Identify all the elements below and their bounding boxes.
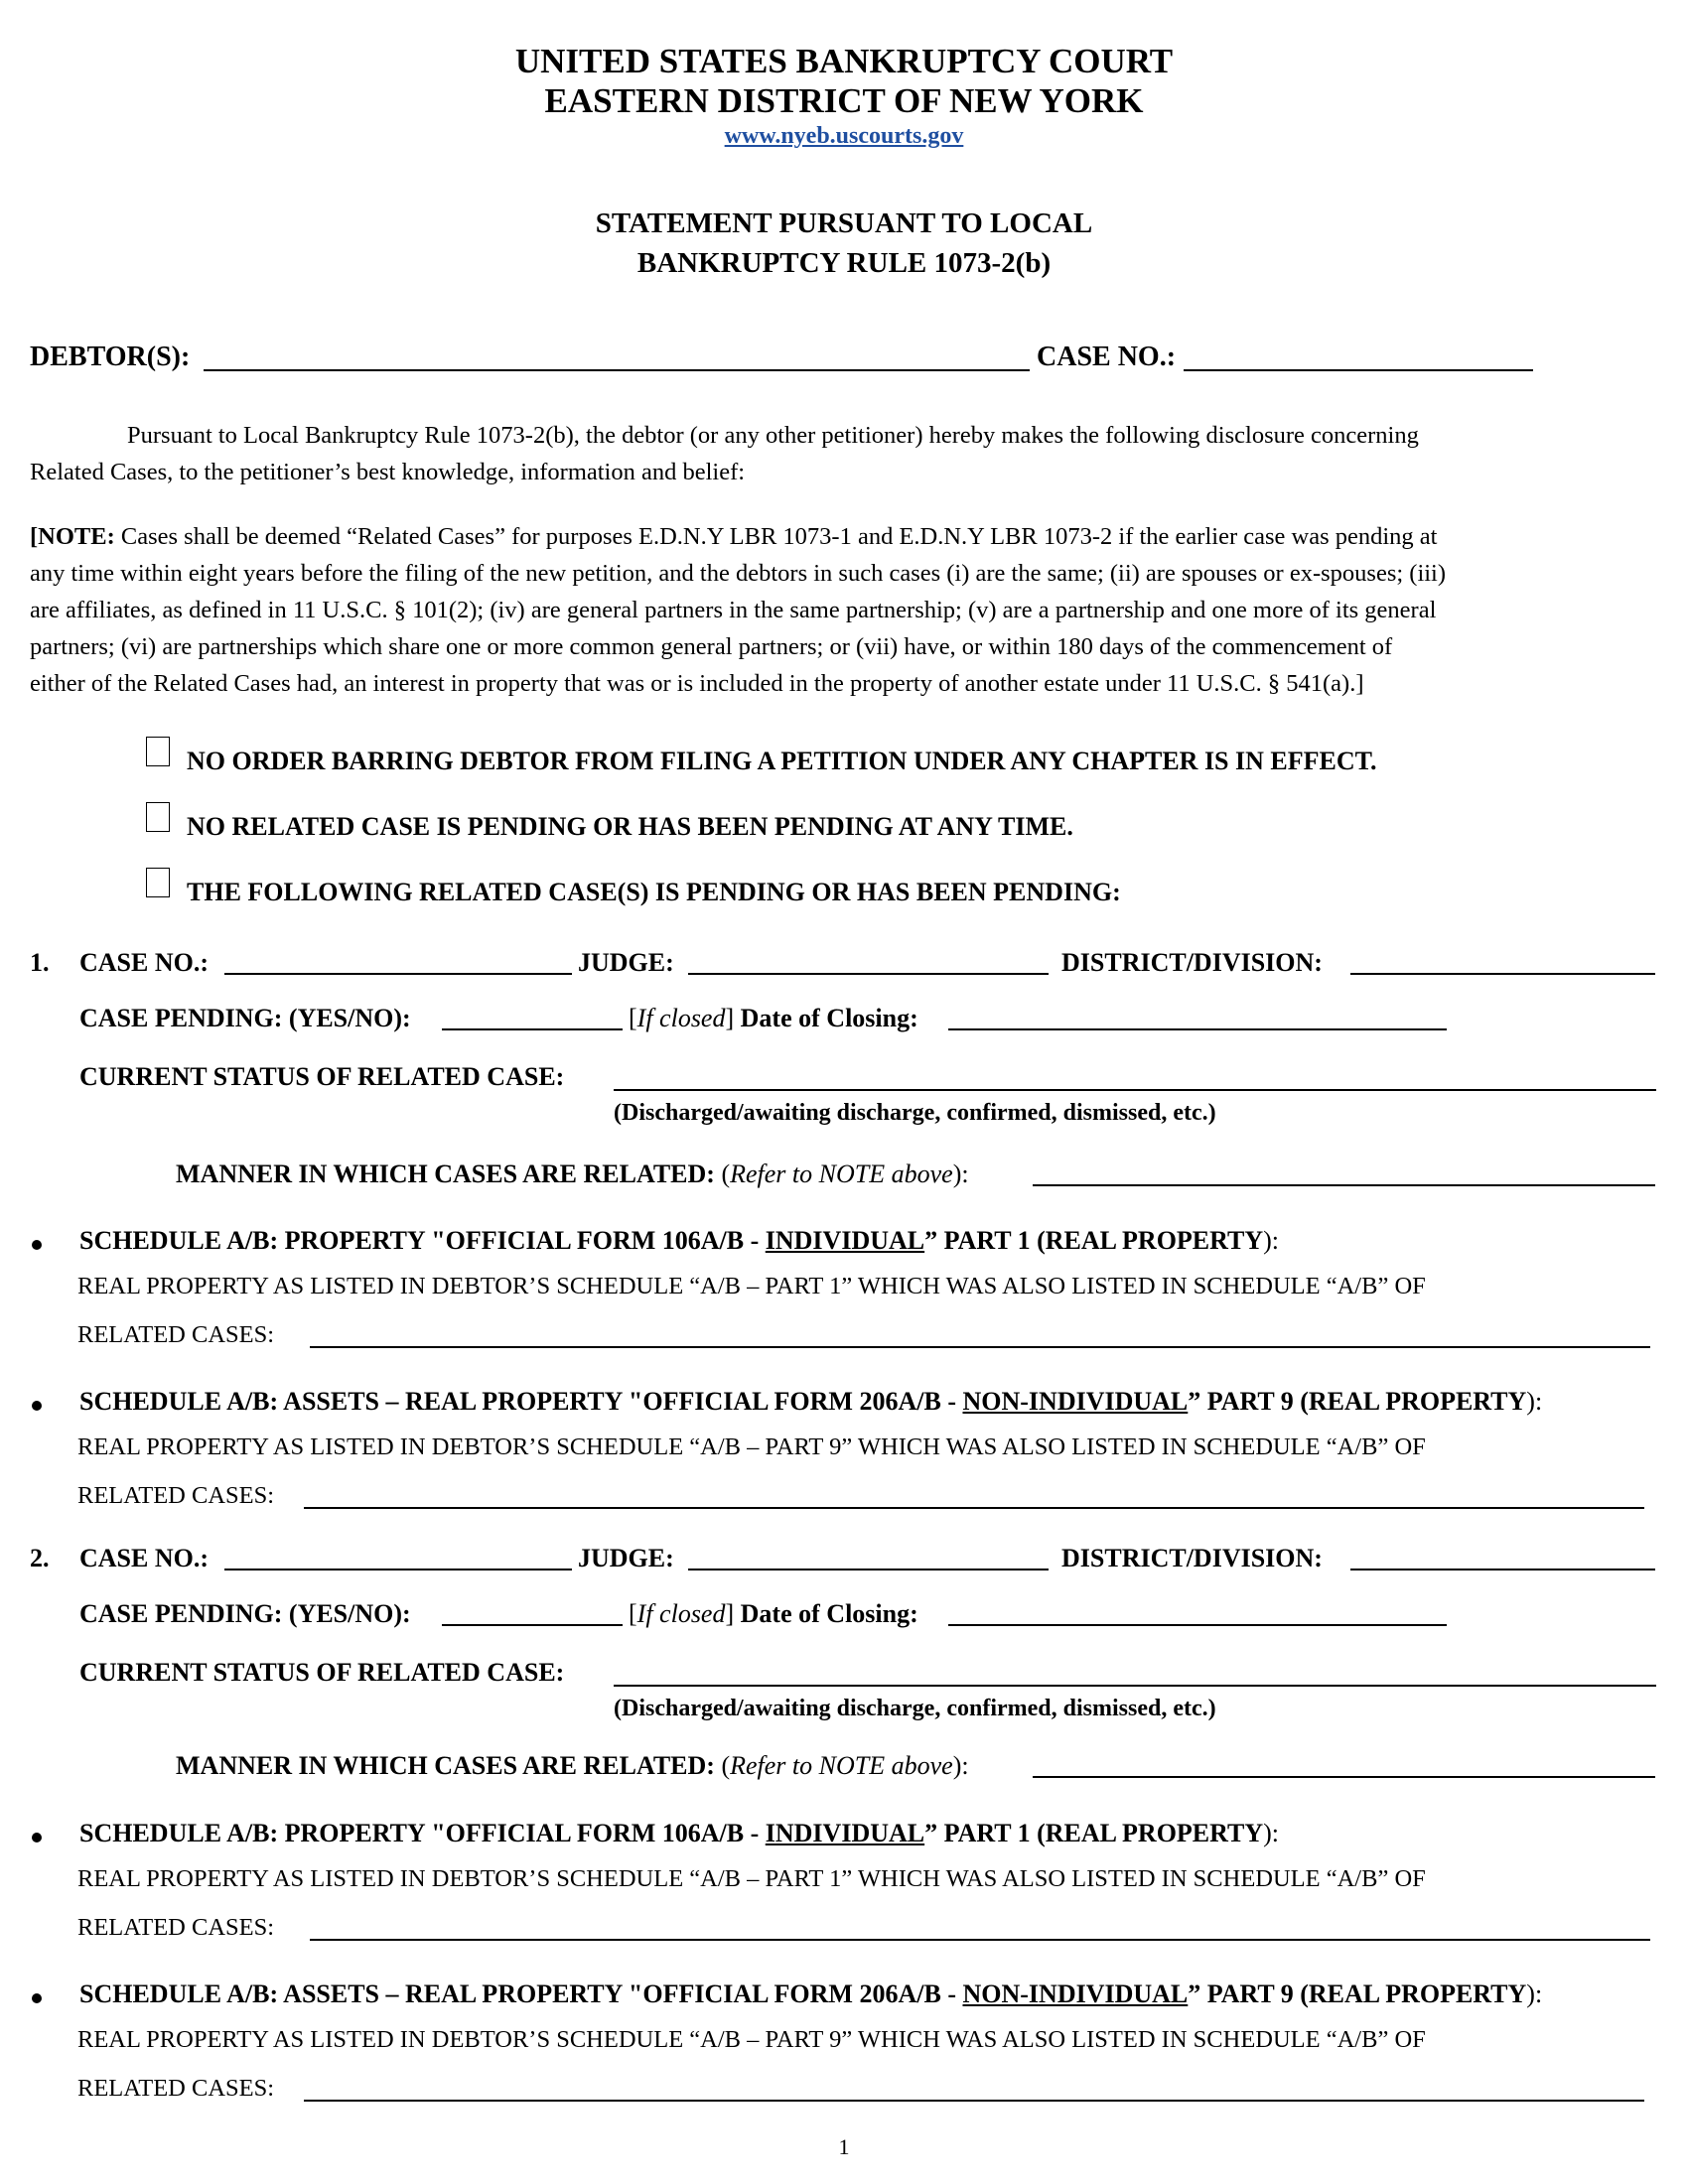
case-1-schedule-206-heading: SCHEDULE A/B: ASSETS – REAL PROPERTY "OFFICIAL FORM 206A/B - NON-INDIVIDUAL” PART 9 (REAL PROPERTY): bbox=[79, 1387, 1543, 1416]
case-1-number: 1. bbox=[30, 948, 50, 977]
case-1-judge-label: JUDGE: bbox=[578, 948, 674, 977]
case-2-judge-field[interactable] bbox=[688, 1569, 1049, 1570]
option-no-related-case-label: NO RELATED CASE IS PENDING OR HAS BEEN PENDING AT ANY TIME. bbox=[187, 812, 1073, 841]
case-2-schedule-206-heading: SCHEDULE A/B: ASSETS – REAL PROPERTY "OFFICIAL FORM 206A/B - NON-INDIVIDUAL” PART 9 (REAL PROPERTY): bbox=[79, 1979, 1543, 2008]
case-1-schedule-106-text: REAL PROPERTY AS LISTED IN DEBTOR’S SCHEDULE “A/B – PART 1” WHICH WAS ALSO LISTED IN SCHEDULE “A/B” OF bbox=[77, 1273, 1426, 1299]
case-1-schedule-206-field[interactable] bbox=[304, 1507, 1644, 1509]
form-title-line-1: STATEMENT PURSUANT TO LOCAL bbox=[595, 207, 1093, 239]
case-1-manner-label: MANNER IN WHICH CASES ARE RELATED: (Refer to NOTE above): bbox=[176, 1160, 969, 1188]
page-number: 1 bbox=[838, 2134, 850, 2159]
bullet-icon bbox=[32, 1240, 42, 1250]
case-2-pending-label: CASE PENDING: (YES/NO): bbox=[79, 1599, 411, 1628]
case-1-schedule-206-text: REAL PROPERTY AS LISTED IN DEBTOR’S SCHEDULE “A/B – PART 9” WHICH WAS ALSO LISTED IN SCHEDULE “A/B” OF bbox=[77, 1433, 1426, 1460]
case-1-district-field[interactable] bbox=[1350, 973, 1655, 975]
note-line-3: are affiliates, as defined in 11 U.S.C. § 101(2); (iv) are general partners in the same partnership; (v) are a partnership and one more of its general bbox=[30, 597, 1437, 623]
intro-line-1: Pursuant to Local Bankruptcy Rule 1073-2(b), the debtor (or any other petitioner) hereby makes the following disclosure concerning bbox=[127, 422, 1419, 449]
case-2-status-label: CURRENT STATUS OF RELATED CASE: bbox=[79, 1658, 565, 1687]
form-title-line-2: BANKRUPTCY RULE 1073-2(b) bbox=[636, 247, 1052, 279]
debtor-field[interactable] bbox=[204, 369, 1030, 371]
case-1-district-label: DISTRICT/DIVISION: bbox=[1061, 948, 1323, 977]
case-2-case-no-field[interactable] bbox=[224, 1569, 572, 1570]
case-2-district-label: DISTRICT/DIVISION: bbox=[1061, 1544, 1323, 1572]
case-2-number: 2. bbox=[30, 1544, 50, 1572]
court-name: UNITED STATES BANKRUPTCY COURT bbox=[514, 42, 1174, 80]
case-number-label: CASE NO.: bbox=[1037, 341, 1177, 372]
court-district: EASTERN DISTRICT OF NEW YORK bbox=[544, 81, 1144, 120]
case-2-schedule-106-field[interactable] bbox=[310, 1939, 1650, 1941]
case-1-status-hint: (Discharged/awaiting discharge, confirmed, dismissed, etc.) bbox=[614, 1100, 1216, 1126]
case-2-manner-field[interactable] bbox=[1033, 1776, 1655, 1778]
option-related-cases-checkbox[interactable] bbox=[146, 868, 170, 897]
case-1-schedule-206-related-label: RELATED CASES: bbox=[77, 1482, 275, 1509]
case-2-judge-label: JUDGE: bbox=[578, 1544, 674, 1572]
note-line-2: any time within eight years before the filing of the new petition, and the debtors in such cases (i) are the same; (ii) are spouses or ex-spouses; (iii) bbox=[30, 560, 1447, 587]
case-1-schedule-106-field[interactable] bbox=[310, 1346, 1650, 1348]
note-line-4: partners; (vi) are partnerships which share one or more common general partners; or (vii) have, or within 180 days of the commencement of bbox=[30, 633, 1393, 660]
case-2-pending-field[interactable] bbox=[442, 1624, 623, 1626]
option-no-order-checkbox[interactable] bbox=[146, 737, 170, 766]
case-2-date-of-closing-label: [If closed] Date of Closing: bbox=[629, 1599, 918, 1628]
intro-line-2: Related Cases, to the petitioner’s best knowledge, information and belief: bbox=[30, 459, 746, 485]
note-line-1: [NOTE: Cases shall be deemed “Related Cases” for purposes E.D.N.Y LBR 1073-1 and E.D.N.Y LBR 1073-2 if the earlier case was pending at bbox=[30, 523, 1438, 550]
case-1-schedule-106-related-label: RELATED CASES: bbox=[77, 1321, 275, 1348]
bullet-icon bbox=[32, 1833, 42, 1843]
bullet-icon bbox=[32, 1401, 42, 1411]
option-no-related-case-checkbox[interactable] bbox=[146, 802, 170, 832]
court-website-link[interactable]: www.nyeb.uscourts.gov bbox=[724, 123, 964, 149]
case-2-status-field[interactable] bbox=[614, 1685, 1656, 1687]
case-1-pending-field[interactable] bbox=[442, 1028, 623, 1030]
debtor-label: DEBTOR(S): bbox=[30, 341, 191, 372]
case-1-schedule-106-heading: SCHEDULE A/B: PROPERTY "OFFICIAL FORM 106A/B - INDIVIDUAL” PART 1 (REAL PROPERTY): bbox=[79, 1226, 1280, 1255]
case-2-schedule-206-text: REAL PROPERTY AS LISTED IN DEBTOR’S SCHEDULE “A/B – PART 9” WHICH WAS ALSO LISTED IN SCHEDULE “A/B” OF bbox=[77, 2026, 1426, 2053]
case-1-pending-label: CASE PENDING: (YES/NO): bbox=[79, 1004, 411, 1032]
case-2-schedule-106-text: REAL PROPERTY AS LISTED IN DEBTOR’S SCHEDULE “A/B – PART 1” WHICH WAS ALSO LISTED IN SCHEDULE “A/B” OF bbox=[77, 1865, 1426, 1892]
case-2-manner-label: MANNER IN WHICH CASES ARE RELATED: (Refer to NOTE above): bbox=[176, 1751, 969, 1780]
bullet-icon bbox=[32, 1993, 42, 2003]
case-2-closing-date-field[interactable] bbox=[948, 1624, 1447, 1626]
note-lead: [NOTE: bbox=[30, 523, 115, 550]
case-1-case-no-label: CASE NO.: bbox=[79, 948, 210, 977]
case-2-schedule-106-related-label: RELATED CASES: bbox=[77, 1914, 275, 1941]
case-2-schedule-206-related-label: RELATED CASES: bbox=[77, 2075, 275, 2102]
case-1-date-of-closing-label: [If closed] Date of Closing: bbox=[629, 1004, 918, 1032]
option-no-order-label: NO ORDER BARRING DEBTOR FROM FILING A PETITION UNDER ANY CHAPTER IS IN EFFECT. bbox=[187, 747, 1377, 775]
case-2-case-no-label: CASE NO.: bbox=[79, 1544, 210, 1572]
case-2-status-hint: (Discharged/awaiting discharge, confirmed, dismissed, etc.) bbox=[614, 1696, 1216, 1721]
case-1-closing-date-field[interactable] bbox=[948, 1028, 1447, 1030]
case-1-status-field[interactable] bbox=[614, 1089, 1656, 1091]
case-2-district-field[interactable] bbox=[1350, 1569, 1655, 1570]
case-1-judge-field[interactable] bbox=[688, 973, 1049, 975]
case-1-status-label: CURRENT STATUS OF RELATED CASE: bbox=[79, 1062, 565, 1091]
case-2-schedule-106-heading: SCHEDULE A/B: PROPERTY "OFFICIAL FORM 106A/B - INDIVIDUAL” PART 1 (REAL PROPERTY): bbox=[79, 1819, 1280, 1847]
note-line-5: either of the Related Cases had, an interest in property that was or is included in the property of another estate under 11 U.S.C. § 541(a).] bbox=[30, 670, 1364, 697]
case-number-field[interactable] bbox=[1184, 369, 1533, 371]
case-1-case-no-field[interactable] bbox=[224, 973, 572, 975]
case-1-manner-field[interactable] bbox=[1033, 1184, 1655, 1186]
case-2-schedule-206-field[interactable] bbox=[304, 2100, 1644, 2102]
option-related-cases-label: THE FOLLOWING RELATED CASE(S) IS PENDING OR HAS BEEN PENDING: bbox=[187, 878, 1121, 906]
